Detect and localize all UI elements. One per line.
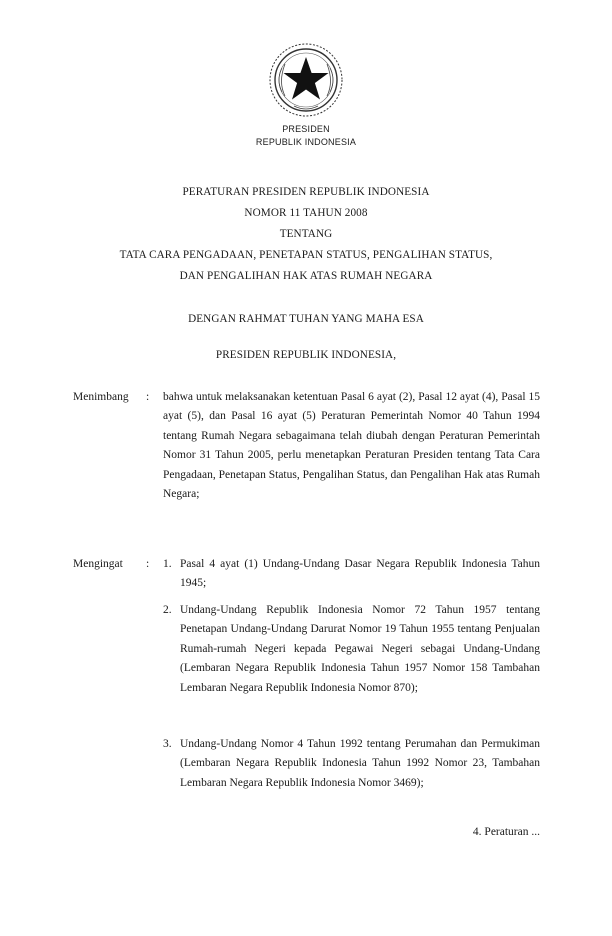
mengingat-item-number: 3. — [163, 738, 172, 750]
doc-title-subject-line2: DAN PENGALIHAN HAK ATAS RUMAH NEGARA — [179, 270, 433, 282]
header-republik-indonesia: REPUBLIK INDONESIA — [255, 137, 357, 147]
mengingat-item-number: 1. — [163, 558, 172, 570]
garuda-emblem-star-icon — [266, 40, 346, 120]
mengingat-item-text: Undang-Undang Nomor 4 Tahun 1992 tentang Perumahan dan Permukiman (Lembaran Negara Republik Indonesia Tahun 1992 Nomor 23, Tambahan Lembaran Negara Republik Indonesia Nomor 3469); — [180, 738, 540, 789]
doc-title-regulation: PERATURAN PRESIDEN REPUBLIK INDONESIA — [182, 186, 430, 198]
doc-title-tentang: TENTANG — [279, 228, 333, 240]
doc-title-number: NOMOR 11 TAHUN 2008 — [244, 207, 368, 219]
president-line: PRESIDEN REPUBLIK INDONESIA, — [215, 349, 397, 361]
header-presiden: PRESIDEN — [282, 124, 330, 134]
mengingat-label: Mengingat — [73, 558, 123, 570]
menimbang-text: bahwa untuk melaksanakan ketentuan Pasal 6 ayat (2), Pasal 12 ayat (4), Pasal 15 ayat (5), dan Pasal 16 ayat (5) Peraturan Pemerintah Nomor 40 Tahun 1994 tentang Rumah Negara sebagaimana telah diubah dengan Peraturan Pemerintah Nomor 31 Tahun 2005, perlu menetapkan Peraturan Presiden tentang Tata Cara Pengadaan, Penetapan Status, Pengalihan Status, dan Pengalihan Hak atas Rumah Negara; — [163, 391, 540, 501]
menimbang-label: Menimbang — [73, 391, 129, 403]
menimbang-colon: : — [146, 391, 150, 403]
mengingat-item-text: Undang-Undang Republik Indonesia Nomor 72 Tahun 1957 tentang Penetapan Undang-Undang Darurat Nomor 19 Tahun 1955 tentang Penjualan Rumah-rumah Negeri kepada Pegawai Negeri sebagai Undang-Undang (Lembaran Negara Republik Indonesia Tahun 1957 Nomor 158 Tambahan Lembaran Negara Republik Indonesia Nomor 870); — [180, 604, 540, 694]
mengingat-item-number: 2. — [163, 604, 172, 616]
mengingat-item-text: Pasal 4 ayat (1) Undang-Undang Dasar Negara Republik Indonesia Tahun 1945; — [180, 558, 540, 590]
blessing-line: DENGAN RAHMAT TUHAN YANG MAHA ESA — [188, 313, 424, 325]
mengingat-colon: : — [146, 558, 150, 570]
page-continuation: 4. Peraturan ... — [472, 826, 540, 838]
doc-title-subject-line1: TATA CARA PENGADAAN, PENETAPAN STATUS, PENGALIHAN STATUS, — [119, 249, 493, 261]
